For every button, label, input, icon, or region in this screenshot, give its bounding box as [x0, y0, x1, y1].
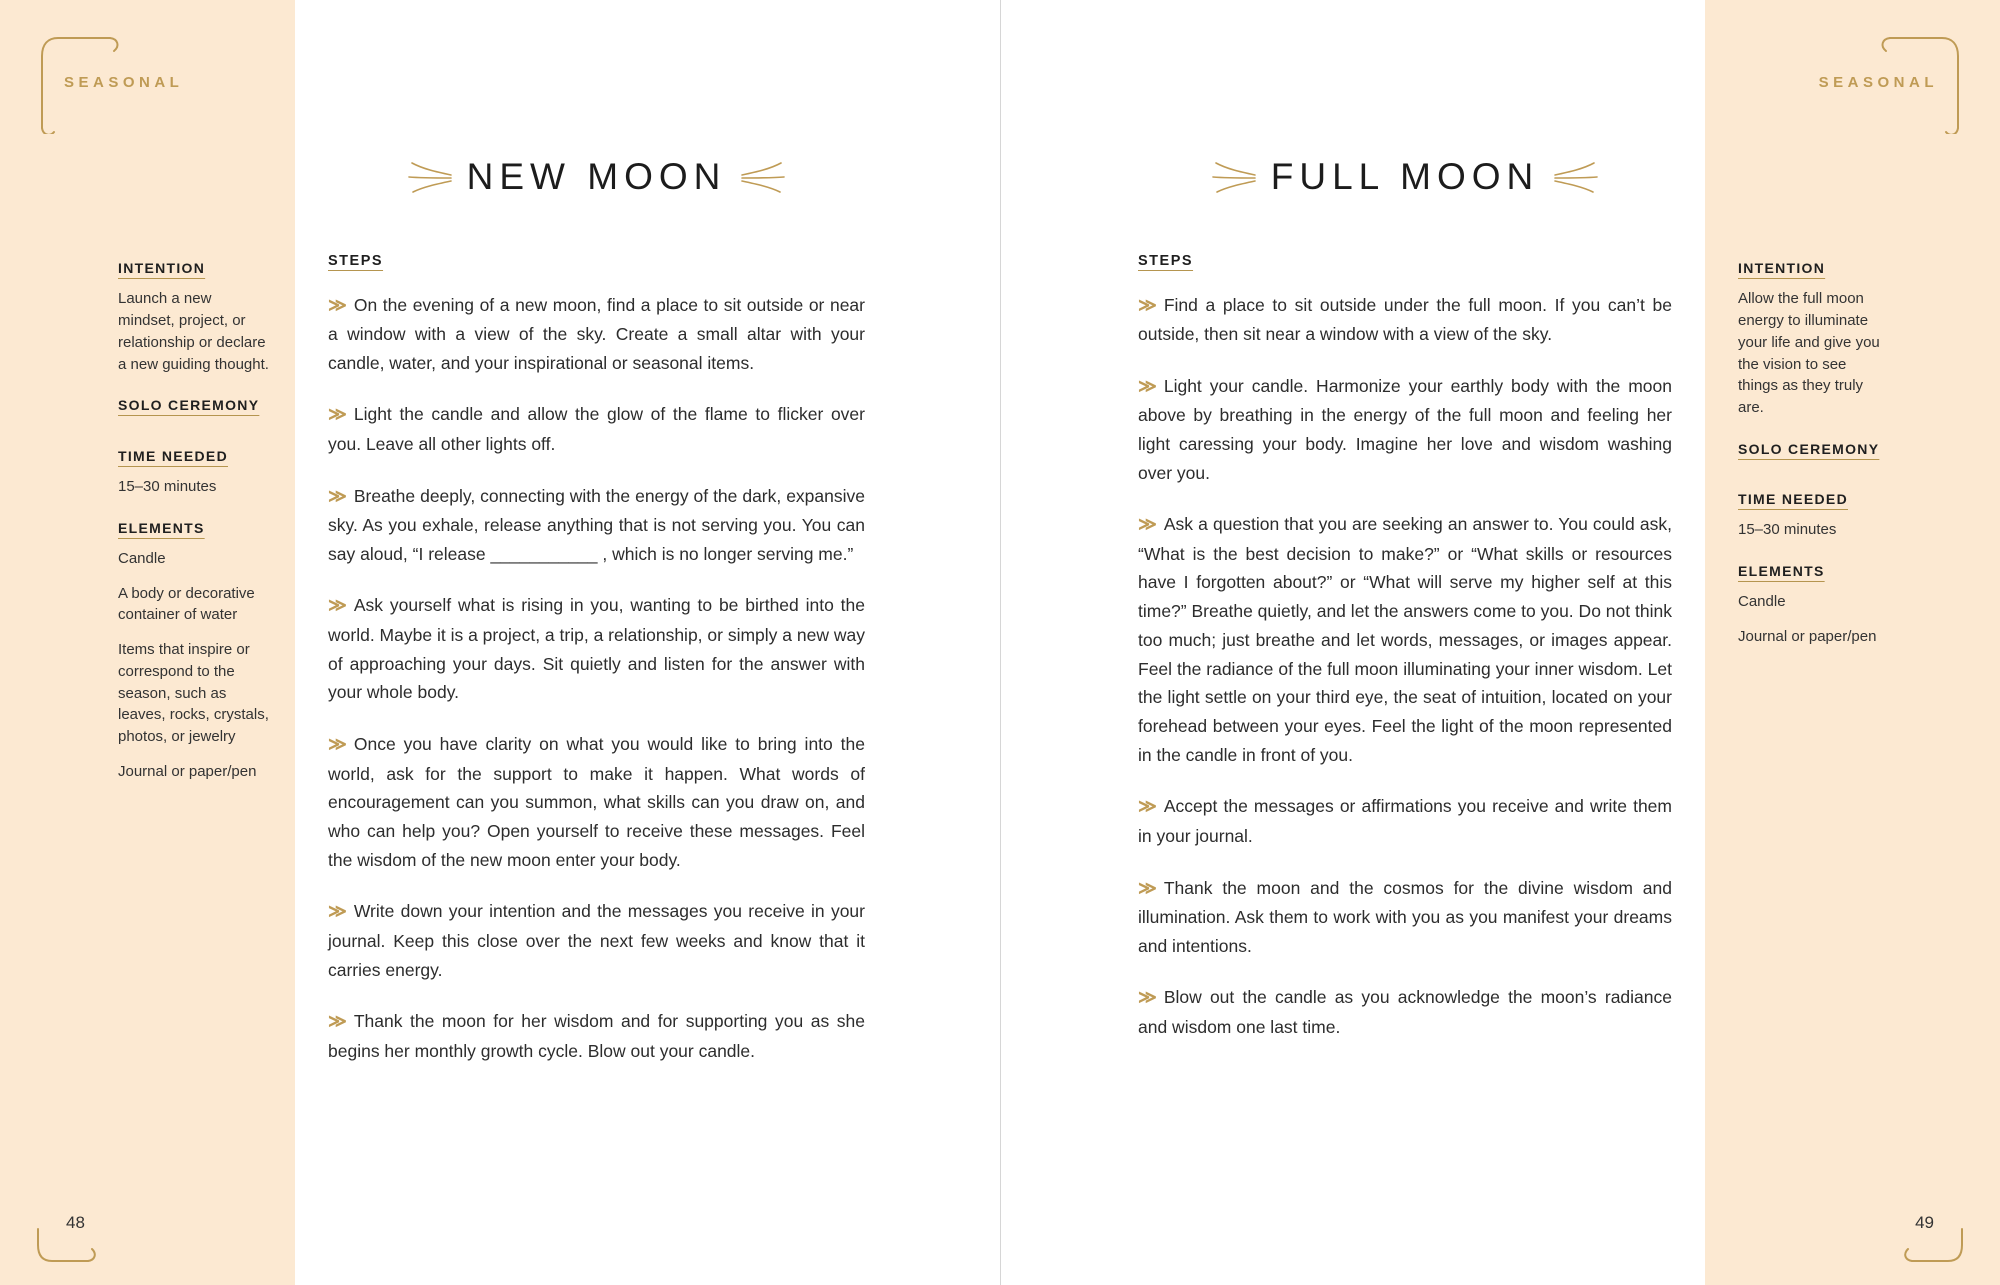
steps-heading: STEPS [1138, 253, 1194, 269]
steps-heading: STEPS [328, 253, 384, 269]
intention-text: Allow the full moon energy to illuminate your life and give you the vision to see things as they truly are. [1738, 290, 1880, 417]
step-item [1138, 510, 1672, 769]
element-item: Candle [118, 549, 166, 567]
step-chevron-icon: ≫ [1138, 294, 1157, 315]
step-item [328, 591, 865, 707]
step-text: Find a place to sit outside under the full moon. If you can’t be outside, then sit near a window with a view of the sky. [1138, 294, 1672, 345]
step-item [328, 730, 865, 874]
element-item: Journal or paper/pen [1738, 628, 1877, 646]
step-text: Thank the moon and the cosmos for the divine wisdom and illumination. Ask them to work with you as you manifest your dreams and intentions. [1138, 877, 1672, 956]
element-item: Candle [1738, 593, 1786, 611]
step-text: Light your candle. Harmonize your earthly body with the moon above by breathing in the energy of the full moon and feeling her light caressing your body. Imagine her love and wisdom washing over you. [1138, 375, 1672, 483]
step-item [328, 482, 865, 569]
sidebar-section-ceremony [118, 395, 270, 425]
step-text: Ask yourself what is rising in you, wanting to be birthed into the world. Maybe it is a project, a trip, a relationship, or simply a new way of approaching your days. Sit quietly and listen for the answer with your whole body. [328, 595, 865, 703]
steps-heading-row [328, 198, 865, 291]
rays-left-icon [1211, 160, 1257, 194]
sidebar-section-elements [1738, 561, 1880, 648]
page-right [1000, 0, 1705, 1285]
step-text: Once you have clarity on what you would like to bring into the world, ask for the support to make it happen. What words of encouragement can you summon, what skills can you draw on, and who can help you? Open yourself to receive these messages. Feel the wisdom of the new moon enter your body. [328, 734, 865, 870]
step-chevron-icon: ≫ [328, 1011, 347, 1032]
rays-left-icon [407, 160, 453, 194]
elements-heading: ELEMENTS [118, 519, 205, 536]
right-sidebar [1738, 258, 1880, 668]
step-chevron-icon: ≫ [328, 734, 347, 755]
step-item [328, 400, 865, 458]
time-heading: TIME NEEDED [1738, 491, 1848, 508]
element-item: Items that inspire or correspond to the season, such as leaves, rocks, crystals, photos, or jewelry [118, 641, 269, 746]
step-text: Accept the messages or affirmations you receive and write them in your journal. [1138, 796, 1672, 846]
sidebar-section-ceremony [1738, 439, 1880, 469]
section-tag: SEASONAL [64, 74, 184, 91]
step-text: Write down your intention and the messages you receive in your journal. Keep this close over the next few weeks and know that it carries energy. [328, 901, 865, 980]
step-item [1138, 983, 1672, 1041]
page-left [295, 0, 1000, 1285]
step-chevron-icon: ≫ [328, 901, 347, 922]
step-chevron-icon: ≫ [1138, 375, 1157, 396]
steps-heading-row [1138, 198, 1672, 291]
left-title-row [328, 156, 865, 198]
step-text: Blow out the candle as you acknowledge the moon’s radiance and wisdom one last time. [1138, 987, 1672, 1037]
step-text: Light the candle and allow the glow of the flame to flicker over you. Leave all other lights off. [328, 404, 865, 454]
step-chevron-icon: ≫ [328, 294, 347, 315]
section-tag: SEASONAL [1818, 74, 1938, 91]
step-text: Ask a question that you are seeking an answer to. You could ask, “What is the best decision to make?” or “What skills or resources have I forgotten about?” or “What will serve my higher self at this time?” Breathe quietly, and let the answers come to you. Do not think too much; just breathe and let words, messages, or images appear. Feel the radiance of the full moon illuminating your inner wisdom. Let the light settle on your third eye, the seat of intuition, located on your forehead between your eyes. Feel the light of the moon represented in the candle in front of you. [1138, 514, 1672, 765]
step-item [1138, 372, 1672, 488]
sidebar-section-intention [118, 258, 270, 375]
step-item [1138, 291, 1672, 349]
sidebar-section-intention [1738, 258, 1880, 419]
left-text-column [328, 156, 865, 1065]
left-margin-band [0, 0, 295, 1285]
step-item [328, 1007, 865, 1065]
sidebar-section-elements [118, 518, 270, 783]
element-item: Journal or paper/pen [118, 762, 257, 780]
step-text: On the evening of a new moon, find a place to sit outside or near a window with a view of the sky. Create a small altar with your candle, water, and your inspirational or seasonal items. [328, 294, 865, 373]
ceremony-heading: SOLO CEREMONY [1738, 440, 1880, 457]
time-text: 15–30 minutes [1738, 521, 1837, 539]
rays-right-icon [740, 160, 786, 194]
intention-heading: INTENTION [118, 260, 206, 276]
step-item [328, 291, 865, 378]
step-chevron-icon: ≫ [328, 404, 347, 425]
corner-ornament-icon [26, 1223, 96, 1275]
step-text: Breathe deeply, connecting with the energy of the dark, expansive sky. As you exhale, release anything that is not serving you. You can say aloud, “I release ___________ , which is no longer serving me.” [328, 485, 865, 564]
element-item: A body or decorative container of water [118, 584, 255, 624]
sidebar-section-time [118, 446, 270, 498]
step-chevron-icon: ≫ [1138, 987, 1157, 1008]
right-title-row [1138, 156, 1672, 198]
step-chevron-icon: ≫ [1138, 514, 1157, 535]
right-text-column [1138, 156, 1672, 1042]
step-text: Thank the moon for her wisdom and for supporting you as she begins her monthly growth cycle. Blow out your candle. [328, 1011, 865, 1061]
step-item [1138, 792, 1672, 850]
page-number: 49 [1915, 1213, 1934, 1232]
page-number: 48 [66, 1213, 85, 1232]
intention-text: Launch a new mindset, project, or relationship or declare a new guiding thought. [118, 290, 269, 373]
step-item [328, 897, 865, 984]
intention-heading: INTENTION [1738, 260, 1826, 276]
step-item [1138, 874, 1672, 961]
sidebar-section-time [1738, 489, 1880, 541]
corner-ornament-icon [1904, 1223, 1974, 1275]
elements-heading: ELEMENTS [1738, 563, 1825, 580]
left-sidebar [118, 258, 270, 803]
right-margin-band [1705, 0, 2000, 1285]
step-chevron-icon: ≫ [1138, 796, 1157, 817]
time-heading: TIME NEEDED [118, 447, 228, 464]
step-chevron-icon: ≫ [328, 485, 347, 506]
step-chevron-icon: ≫ [328, 595, 347, 616]
ceremony-heading: SOLO CEREMONY [118, 397, 260, 414]
page-title: FULL MOON [1270, 156, 1540, 197]
time-text: 15–30 minutes [118, 477, 217, 495]
step-chevron-icon: ≫ [1138, 877, 1157, 898]
page-title: NEW MOON [466, 156, 727, 197]
rays-right-icon [1553, 160, 1599, 194]
